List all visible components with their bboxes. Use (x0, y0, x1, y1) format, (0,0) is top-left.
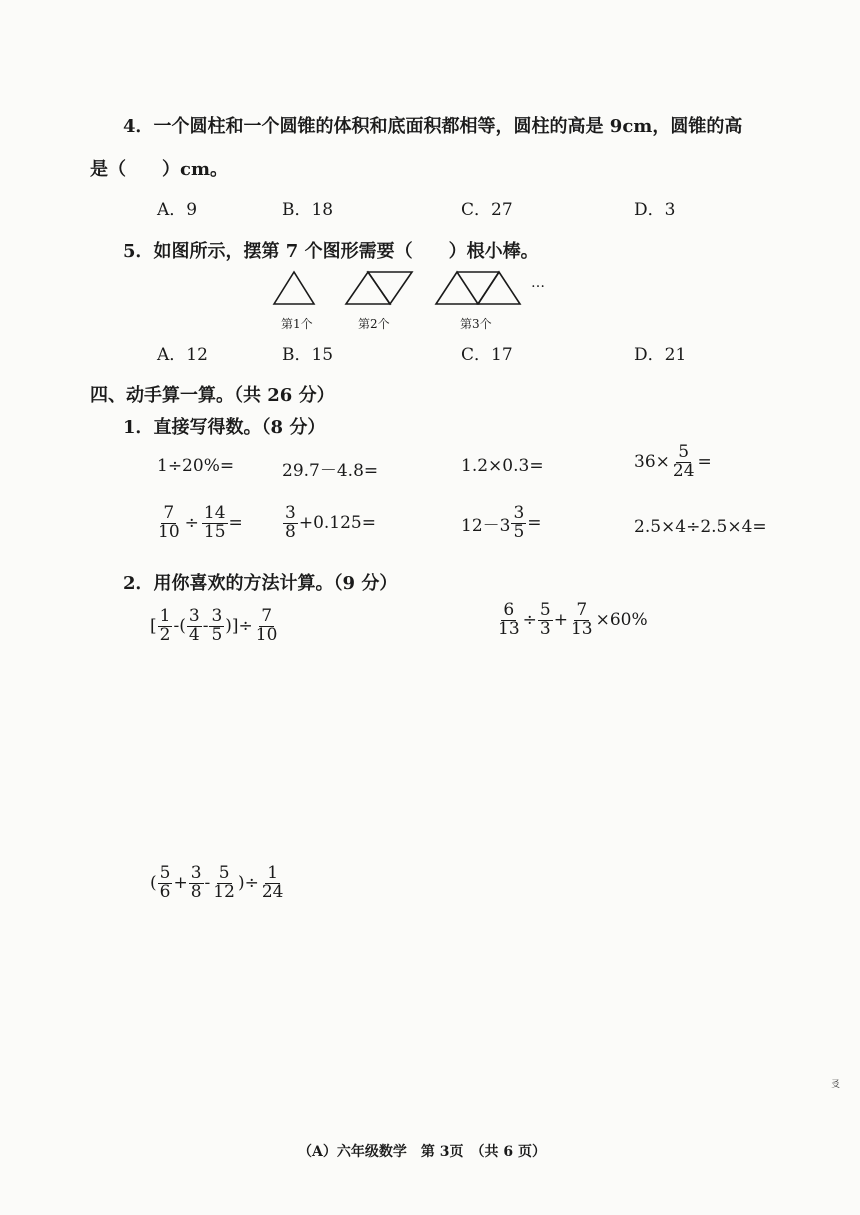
calc-e1-frac1 (158, 608, 173, 645)
q5-figure-3 (436, 272, 520, 304)
oral-r2c1-frac1 (156, 505, 182, 542)
calc-e2-num1: 6 (503, 600, 515, 620)
calc-e1-open: [ (150, 616, 157, 637)
calc-e3-open: ( (150, 873, 157, 894)
calc-e2-den2: 3 (539, 618, 551, 639)
q5-stem: 5．如图所示，摆第 7 个图形需要（ ）根小棒。 (123, 241, 539, 262)
calc-e3-frac4 (260, 865, 286, 902)
calc-e2-frac1 (496, 602, 522, 639)
calc-e1-den1: 2 (159, 624, 171, 645)
calc-e3-den4: 24 (261, 881, 284, 902)
calc-e1-den3: 5 (211, 624, 223, 645)
oral-r1c4-frac (671, 444, 697, 481)
calc-e1-frac4 (254, 608, 280, 645)
calc-expr-2 (495, 602, 648, 639)
calc-e2-num2: 5 (539, 600, 551, 620)
oral-r2c2-den: 8 (285, 521, 296, 542)
calc-e3-op2: - (204, 873, 211, 894)
oral-r2c1-post: = (228, 513, 243, 534)
calc-e1-num1: 1 (159, 606, 171, 626)
oral-r2c3-post: = (527, 513, 542, 534)
calc-e3-op3: )÷ (237, 873, 259, 894)
q5-figure-1 (274, 272, 314, 304)
oral-r1c4-pre: 36× (634, 452, 670, 473)
q5-option-c: C．17 (461, 345, 513, 365)
q5-figure (270, 268, 560, 310)
oral-r2c2-frac (283, 505, 298, 542)
calc-e1-op1: -( (173, 616, 186, 637)
oral-r2c2 (282, 505, 376, 542)
calc-e3-op1: + (173, 873, 188, 894)
q4-line1: 4．一个圆柱和一个圆锥的体积和底面积都相等，圆柱的高是 9cm，圆锥的高 (123, 116, 743, 137)
calc-e3-frac3 (211, 865, 237, 902)
q5-figure-2 (346, 272, 412, 304)
oral-r2c1-frac2 (202, 505, 228, 542)
calc-e1-op2: - (202, 616, 209, 637)
calc-e1-frac2 (187, 608, 202, 645)
calc-e1-num4: 7 (261, 606, 273, 626)
q5-option-d: D．21 (634, 345, 687, 365)
calc-e1-den2: 4 (188, 624, 200, 645)
page-footer: （A）六年级数学 第 3页 （共 6 页） (298, 1144, 546, 1160)
q5-fig-label-1: 第1个 (281, 317, 313, 331)
oral-r1c4-post: = (697, 452, 712, 473)
calc-e2-frac2 (538, 602, 553, 639)
oral-r2c3-num: 3 (513, 503, 525, 523)
calc-e2-op2: + (553, 610, 568, 631)
calc-e3-frac2 (189, 865, 204, 902)
oral-r2c3-pre: 12－3 (461, 515, 511, 536)
section4-sub1: 1．直接写得数。（8 分） (123, 417, 326, 438)
oral-r2c3-den: 5 (513, 521, 525, 542)
calc-e2-num3: 7 (576, 600, 588, 620)
q5-fig-label-3: 第3个 (460, 317, 492, 331)
oral-r1c3: 1.2×0.3= (461, 456, 544, 476)
calc-e2-op3: ×60% (595, 610, 648, 631)
q4-line2: 是（ ）cm。 (90, 159, 229, 180)
section4-sub2: 2．用你喜欢的方法计算。（9 分） (123, 573, 398, 594)
calc-e1-num2: 3 (188, 606, 200, 626)
calc-e1-num3: 3 (211, 606, 223, 626)
calc-e3-den3: 12 (213, 881, 235, 902)
oral-r2c4: 2.5×4÷2.5×4= (634, 517, 767, 537)
calc-e3-num3: 5 (218, 863, 230, 883)
calc-e1-op3: )]÷ (225, 616, 253, 637)
oral-r2c1-den1: 10 (158, 521, 180, 542)
q4-option-b: B．18 (282, 200, 334, 220)
q5-option-b: B．15 (282, 345, 334, 365)
q4-option-c: C．27 (461, 200, 513, 220)
oral-r1c4-den: 24 (672, 460, 695, 481)
q4-option-a: A．9 (157, 200, 198, 220)
oral-r2c1-op: ÷ (184, 513, 199, 534)
oral-r1c2: 29.7－4.8= (282, 461, 379, 481)
q5-ellipsis: … (531, 275, 545, 291)
q4-option-d: D．3 (634, 200, 676, 220)
oral-r1c4 (634, 444, 712, 481)
oral-r2c1 (155, 505, 243, 542)
calc-e3-num1: 5 (159, 863, 171, 883)
calc-e3-num2: 3 (190, 863, 202, 883)
oral-r2c1-den2: 15 (203, 521, 226, 542)
calc-e2-frac3 (569, 602, 595, 639)
calc-e2-op1: ÷ (522, 610, 537, 631)
q5-option-a: A．12 (157, 345, 208, 365)
section4-title: 四、动手算一算。（共 26 分） (90, 385, 335, 406)
oral-r2c1-num2: 14 (203, 503, 226, 523)
oral-r1c1: 1÷20%= (157, 456, 235, 476)
calc-e3-frac1 (158, 865, 173, 902)
calc-e3-den1: 6 (159, 881, 171, 902)
oral-r2c3-frac (511, 505, 526, 542)
side-mark: 㕛 (831, 1080, 841, 1090)
oral-r2c2-num: 3 (285, 503, 296, 523)
calc-e2-den1: 13 (498, 618, 520, 639)
calc-expr-3 (150, 865, 286, 902)
calc-e1-den4: 10 (255, 624, 278, 645)
q5-fig-label-2: 第2个 (358, 317, 390, 331)
oral-r2c1-num1: 7 (163, 503, 175, 523)
calc-e2-den3: 13 (570, 618, 593, 639)
calc-e3-den2: 8 (190, 881, 202, 902)
oral-r1c4-num: 5 (678, 442, 690, 462)
calc-e1-frac3 (209, 608, 224, 645)
oral-r2c2-post: +0.125= (298, 513, 376, 534)
calc-e3-num4: 1 (267, 863, 279, 883)
oral-r2c3 (461, 505, 542, 542)
calc-expr-1 (150, 608, 280, 645)
